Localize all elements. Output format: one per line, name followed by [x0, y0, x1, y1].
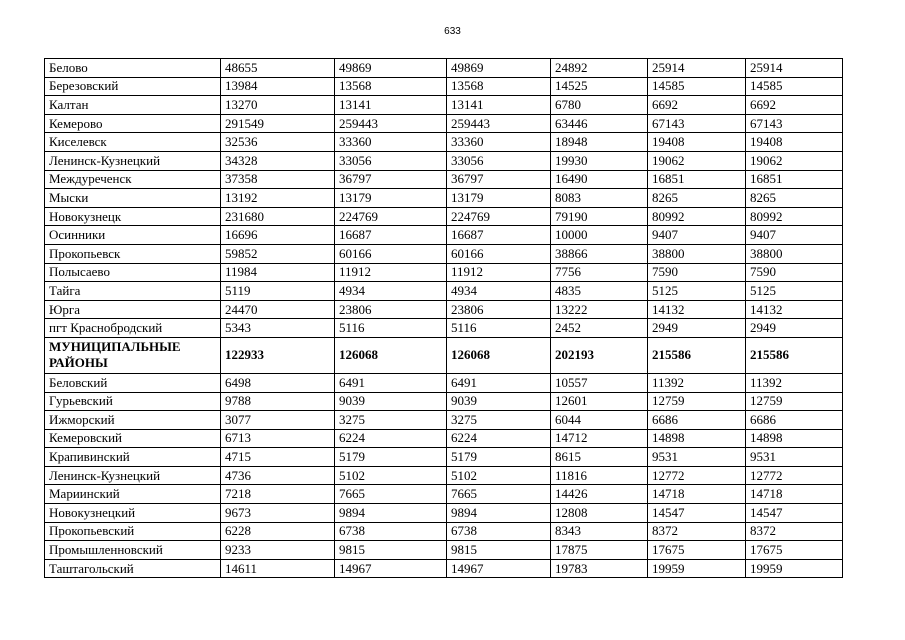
- value-cell: 63446: [551, 114, 648, 133]
- value-cell: 9894: [335, 504, 447, 523]
- row-name-cell: Мариинский: [45, 485, 221, 504]
- value-cell: 19930: [551, 151, 648, 170]
- value-cell: 126068: [447, 337, 551, 373]
- value-cell: 14585: [746, 77, 843, 96]
- table-row: [45, 282, 843, 301]
- value-cell: 9815: [447, 541, 551, 560]
- table-row: [45, 244, 843, 263]
- value-cell: 23806: [447, 300, 551, 319]
- value-cell: 14712: [551, 429, 648, 448]
- table-row: [45, 429, 843, 448]
- value-cell: 2949: [648, 319, 746, 338]
- value-cell: 16687: [447, 226, 551, 245]
- value-cell: 291549: [221, 114, 335, 133]
- table-row: [45, 485, 843, 504]
- value-cell: 7665: [335, 485, 447, 504]
- value-cell: 6224: [447, 429, 551, 448]
- value-cell: 19959: [746, 559, 843, 578]
- table-row: [45, 226, 843, 245]
- value-cell: 9531: [648, 448, 746, 467]
- value-cell: 6228: [221, 522, 335, 541]
- value-cell: 5125: [648, 282, 746, 301]
- value-cell: 6686: [648, 411, 746, 430]
- value-cell: 7756: [551, 263, 648, 282]
- row-name-cell: Мыски: [45, 189, 221, 208]
- value-cell: 9815: [335, 541, 447, 560]
- value-cell: 13179: [335, 189, 447, 208]
- value-cell: 4835: [551, 282, 648, 301]
- value-cell: 14718: [648, 485, 746, 504]
- value-cell: 9673: [221, 504, 335, 523]
- row-name-cell: Ленинск-Кузнецкий: [45, 466, 221, 485]
- value-cell: 36797: [447, 170, 551, 189]
- value-cell: 5119: [221, 282, 335, 301]
- value-cell: 3275: [447, 411, 551, 430]
- value-cell: 14898: [746, 429, 843, 448]
- value-cell: 19783: [551, 559, 648, 578]
- value-cell: 215586: [648, 337, 746, 373]
- row-name-cell: Кемерово: [45, 114, 221, 133]
- row-name-cell: Ленинск-Кузнецкий: [45, 151, 221, 170]
- value-cell: 8265: [746, 189, 843, 208]
- value-cell: 10000: [551, 226, 648, 245]
- value-cell: 4736: [221, 466, 335, 485]
- value-cell: 14426: [551, 485, 648, 504]
- value-cell: 38800: [648, 244, 746, 263]
- value-cell: 33056: [447, 151, 551, 170]
- value-cell: 11912: [335, 263, 447, 282]
- table-row: [45, 448, 843, 467]
- value-cell: 9407: [746, 226, 843, 245]
- value-cell: 12772: [746, 466, 843, 485]
- row-name-cell: Белово: [45, 59, 221, 78]
- value-cell: 60166: [335, 244, 447, 263]
- row-name-cell: МУНИЦИПАЛЬНЫЕ РАЙОНЫ: [45, 337, 221, 373]
- row-name-cell: Новокузнецк: [45, 207, 221, 226]
- value-cell: 2452: [551, 319, 648, 338]
- value-cell: 17675: [746, 541, 843, 560]
- value-cell: 8265: [648, 189, 746, 208]
- value-cell: 19062: [648, 151, 746, 170]
- value-cell: 6780: [551, 96, 648, 115]
- value-cell: 6491: [335, 373, 447, 392]
- value-cell: 7590: [746, 263, 843, 282]
- table-row: [45, 337, 843, 373]
- table-row: [45, 559, 843, 578]
- value-cell: 12759: [746, 392, 843, 411]
- value-cell: 38866: [551, 244, 648, 263]
- value-cell: 19408: [648, 133, 746, 152]
- row-name-cell: Калтан: [45, 96, 221, 115]
- row-name-cell: Прокопьевский: [45, 522, 221, 541]
- value-cell: 14547: [746, 504, 843, 523]
- value-cell: 6491: [447, 373, 551, 392]
- value-cell: 6692: [648, 96, 746, 115]
- value-cell: 231680: [221, 207, 335, 226]
- value-cell: 14132: [648, 300, 746, 319]
- page-number: 633: [444, 26, 461, 37]
- value-cell: 24892: [551, 59, 648, 78]
- value-cell: 48655: [221, 59, 335, 78]
- value-cell: 202193: [551, 337, 648, 373]
- value-cell: 18948: [551, 133, 648, 152]
- value-cell: 17875: [551, 541, 648, 560]
- value-cell: 14547: [648, 504, 746, 523]
- table-row: [45, 541, 843, 560]
- value-cell: 13568: [335, 77, 447, 96]
- row-name-cell: Ижморский: [45, 411, 221, 430]
- value-cell: 49869: [335, 59, 447, 78]
- table-row: [45, 411, 843, 430]
- value-cell: 5343: [221, 319, 335, 338]
- value-cell: 11816: [551, 466, 648, 485]
- value-cell: 9894: [447, 504, 551, 523]
- value-cell: 14967: [447, 559, 551, 578]
- value-cell: 59852: [221, 244, 335, 263]
- value-cell: 33360: [447, 133, 551, 152]
- row-name-cell: Промышленновский: [45, 541, 221, 560]
- value-cell: 34328: [221, 151, 335, 170]
- row-name-cell: Крапивинский: [45, 448, 221, 467]
- value-cell: 13270: [221, 96, 335, 115]
- value-cell: 9233: [221, 541, 335, 560]
- value-cell: 14898: [648, 429, 746, 448]
- row-name-cell: Юрга: [45, 300, 221, 319]
- value-cell: 6686: [746, 411, 843, 430]
- value-cell: 6224: [335, 429, 447, 448]
- value-cell: 79190: [551, 207, 648, 226]
- value-cell: 2949: [746, 319, 843, 338]
- value-cell: 60166: [447, 244, 551, 263]
- value-cell: 6692: [746, 96, 843, 115]
- value-cell: 36797: [335, 170, 447, 189]
- value-cell: 19062: [746, 151, 843, 170]
- value-cell: 224769: [447, 207, 551, 226]
- value-cell: 67143: [648, 114, 746, 133]
- table-row: [45, 392, 843, 411]
- value-cell: 215586: [746, 337, 843, 373]
- value-cell: 9788: [221, 392, 335, 411]
- value-cell: 9039: [335, 392, 447, 411]
- value-cell: 25914: [746, 59, 843, 78]
- value-cell: 126068: [335, 337, 447, 373]
- value-cell: 6498: [221, 373, 335, 392]
- value-cell: 80992: [746, 207, 843, 226]
- table-row: [45, 59, 843, 78]
- value-cell: 5116: [447, 319, 551, 338]
- table-row: [45, 319, 843, 338]
- value-cell: 5102: [335, 466, 447, 485]
- value-cell: 16851: [648, 170, 746, 189]
- value-cell: 16490: [551, 170, 648, 189]
- table-row: [45, 207, 843, 226]
- value-cell: 4934: [447, 282, 551, 301]
- value-cell: 13568: [447, 77, 551, 96]
- value-cell: 19408: [746, 133, 843, 152]
- value-cell: 12601: [551, 392, 648, 411]
- table-row: [45, 300, 843, 319]
- value-cell: 13222: [551, 300, 648, 319]
- value-cell: 9531: [746, 448, 843, 467]
- data-table: [44, 58, 843, 578]
- value-cell: 13192: [221, 189, 335, 208]
- row-name-cell: Междуреченск: [45, 170, 221, 189]
- row-name-cell: Кемеровский: [45, 429, 221, 448]
- value-cell: 259443: [447, 114, 551, 133]
- value-cell: 4715: [221, 448, 335, 467]
- table-row: [45, 189, 843, 208]
- table-row: [45, 77, 843, 96]
- value-cell: 6713: [221, 429, 335, 448]
- value-cell: 16687: [335, 226, 447, 245]
- value-cell: 24470: [221, 300, 335, 319]
- table-row: [45, 133, 843, 152]
- value-cell: 13141: [335, 96, 447, 115]
- table-row: [45, 114, 843, 133]
- value-cell: 37358: [221, 170, 335, 189]
- value-cell: 14585: [648, 77, 746, 96]
- value-cell: 11912: [447, 263, 551, 282]
- table-row: [45, 151, 843, 170]
- value-cell: 6738: [335, 522, 447, 541]
- value-cell: 14967: [335, 559, 447, 578]
- value-cell: 3275: [335, 411, 447, 430]
- value-cell: 11392: [648, 373, 746, 392]
- table-row: [45, 170, 843, 189]
- value-cell: 32536: [221, 133, 335, 152]
- value-cell: 25914: [648, 59, 746, 78]
- value-cell: 8343: [551, 522, 648, 541]
- row-name-cell: Гурьевский: [45, 392, 221, 411]
- value-cell: 11392: [746, 373, 843, 392]
- value-cell: 259443: [335, 114, 447, 133]
- value-cell: 23806: [335, 300, 447, 319]
- value-cell: 80992: [648, 207, 746, 226]
- value-cell: 8083: [551, 189, 648, 208]
- value-cell: 224769: [335, 207, 447, 226]
- value-cell: 122933: [221, 337, 335, 373]
- value-cell: 16851: [746, 170, 843, 189]
- value-cell: 8615: [551, 448, 648, 467]
- value-cell: 14611: [221, 559, 335, 578]
- value-cell: 12759: [648, 392, 746, 411]
- value-cell: 14525: [551, 77, 648, 96]
- value-cell: 6738: [447, 522, 551, 541]
- row-name-cell: пгт Краснобродский: [45, 319, 221, 338]
- row-name-cell: Новокузнецкий: [45, 504, 221, 523]
- value-cell: 7665: [447, 485, 551, 504]
- row-name-cell: Тайга: [45, 282, 221, 301]
- table-row: [45, 504, 843, 523]
- value-cell: 7590: [648, 263, 746, 282]
- value-cell: 16696: [221, 226, 335, 245]
- row-name-cell: Беловский: [45, 373, 221, 392]
- value-cell: 38800: [746, 244, 843, 263]
- value-cell: 12808: [551, 504, 648, 523]
- value-cell: 13141: [447, 96, 551, 115]
- value-cell: 17675: [648, 541, 746, 560]
- value-cell: 33056: [335, 151, 447, 170]
- value-cell: 13179: [447, 189, 551, 208]
- value-cell: 33360: [335, 133, 447, 152]
- value-cell: 67143: [746, 114, 843, 133]
- row-name-cell: Полысаево: [45, 263, 221, 282]
- value-cell: 10557: [551, 373, 648, 392]
- table-row: [45, 96, 843, 115]
- value-cell: 4934: [335, 282, 447, 301]
- value-cell: 7218: [221, 485, 335, 504]
- value-cell: 5116: [335, 319, 447, 338]
- value-cell: 6044: [551, 411, 648, 430]
- value-cell: 8372: [746, 522, 843, 541]
- value-cell: 14132: [746, 300, 843, 319]
- table-row: [45, 373, 843, 392]
- value-cell: 3077: [221, 411, 335, 430]
- value-cell: 8372: [648, 522, 746, 541]
- value-cell: 49869: [447, 59, 551, 78]
- value-cell: 9039: [447, 392, 551, 411]
- value-cell: 5179: [335, 448, 447, 467]
- row-name-cell: Таштагольский: [45, 559, 221, 578]
- table-row: [45, 522, 843, 541]
- row-name-cell: Березовский: [45, 77, 221, 96]
- table-row: [45, 466, 843, 485]
- value-cell: 5179: [447, 448, 551, 467]
- value-cell: 14718: [746, 485, 843, 504]
- table-body: [45, 59, 843, 578]
- value-cell: 11984: [221, 263, 335, 282]
- value-cell: 5102: [447, 466, 551, 485]
- table-row: [45, 263, 843, 282]
- row-name-cell: Осинники: [45, 226, 221, 245]
- value-cell: 13984: [221, 77, 335, 96]
- row-name-cell: Прокопьевск: [45, 244, 221, 263]
- row-name-cell: Киселевск: [45, 133, 221, 152]
- value-cell: 9407: [648, 226, 746, 245]
- value-cell: 5125: [746, 282, 843, 301]
- value-cell: 19959: [648, 559, 746, 578]
- value-cell: 12772: [648, 466, 746, 485]
